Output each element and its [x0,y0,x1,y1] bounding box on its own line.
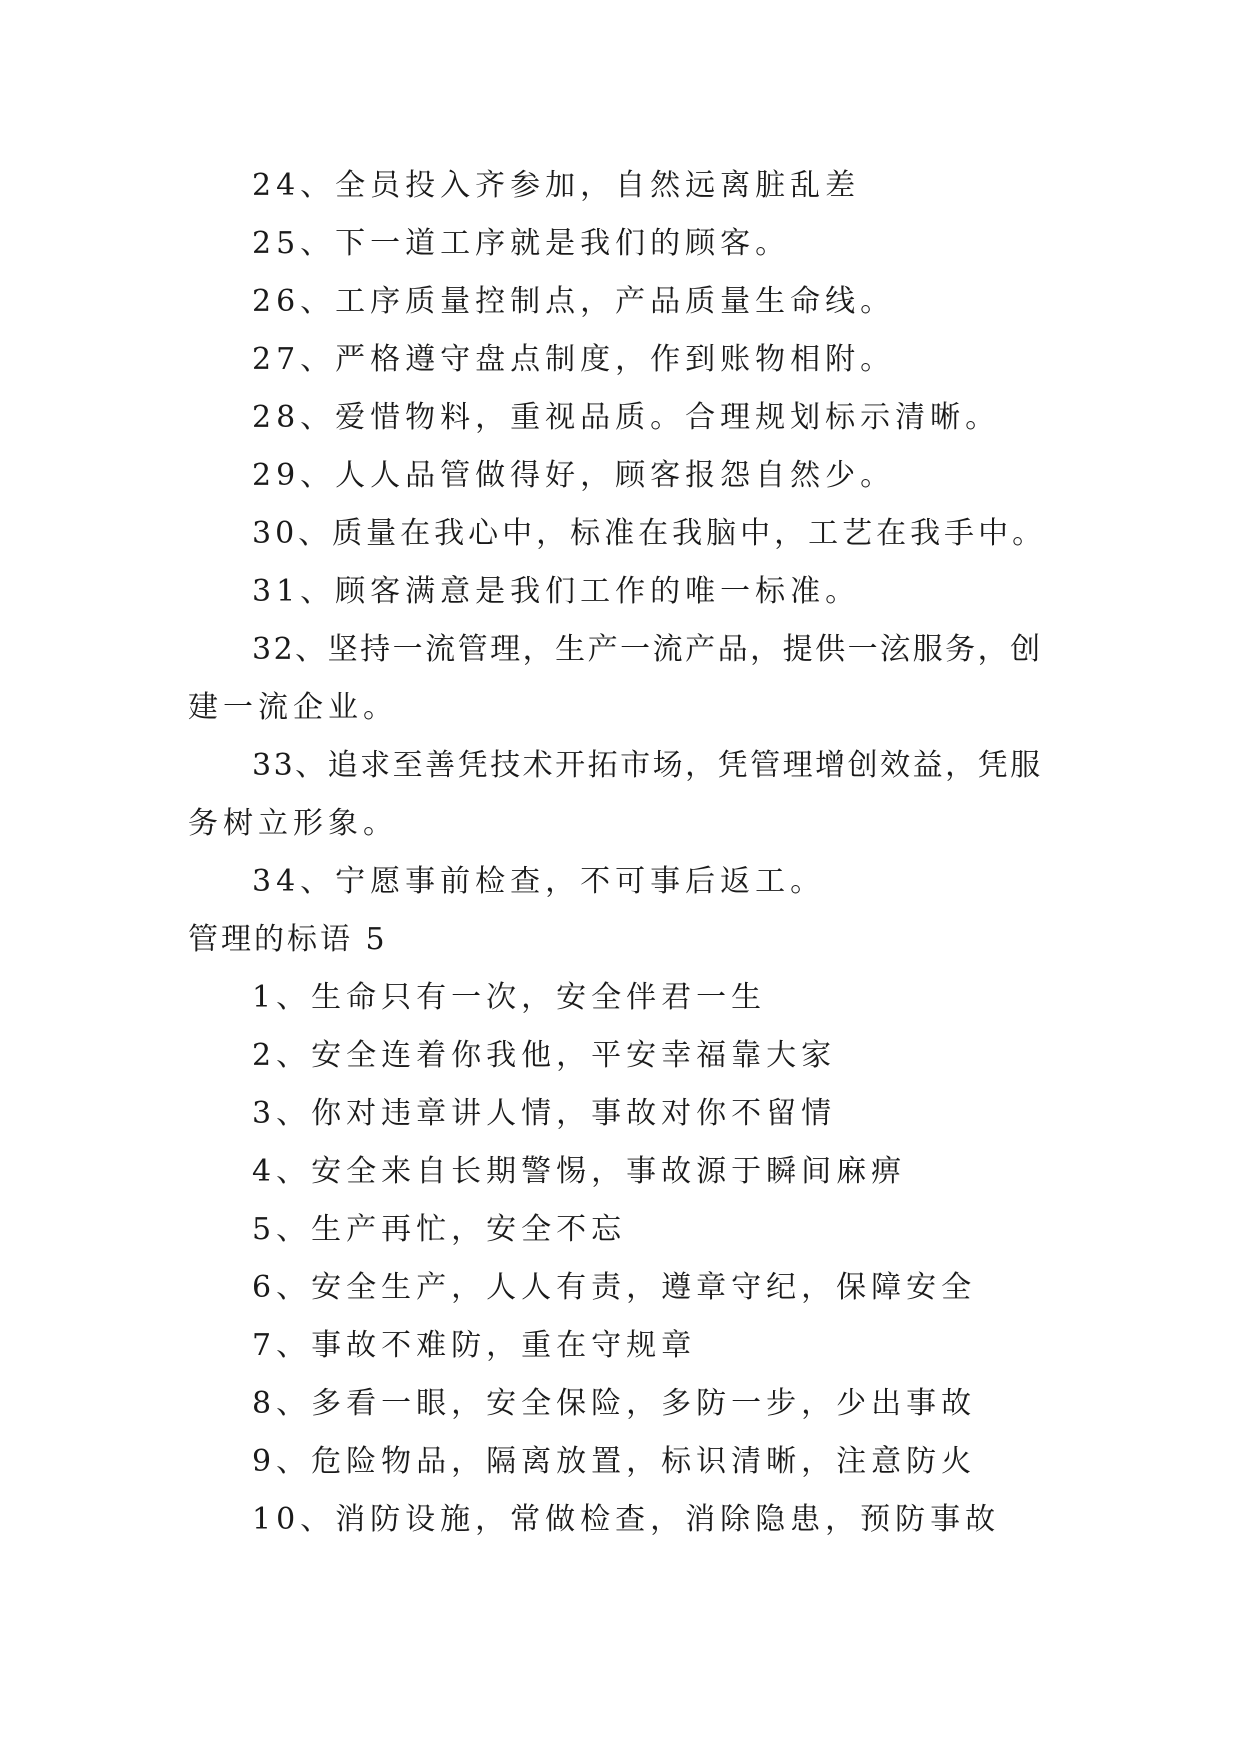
slogan-line: 26、工序质量控制点，产品质量生命线。 [252,284,896,319]
slogan-line: 3、你对违章讲人情，事故对你不留情 [252,1096,837,1131]
slogan-line: 27、严格遵守盘点制度，作到账物相附。 [252,342,896,377]
slogan-line: 7、事故不难防，重在守规章 [252,1328,697,1363]
section-heading: 管理的标语 5 [188,922,388,957]
document-body [188,157,1048,1549]
slogan-line: 4、安全来自长期警惕，事故源于瞬间麻痹 [252,1154,907,1189]
slogan-line-continuation: 建一流企业。 [188,690,398,725]
slogan-line: 32、坚持一流管理，生产一流产品，提供一泫服务，创 [252,632,1043,667]
slogan-line: 33、追求至善凭技术开拓市场，凭管理增创效益，凭服 [252,748,1043,783]
slogan-line: 1、生命只有一次，安全伴君一生 [252,980,767,1015]
slogan-line: 31、顾客满意是我们工作的唯一标准。 [252,574,861,609]
slogan-line: 30、质量在我心中，标准在我脑中，工艺在我手中。 [252,516,1047,551]
slogan-line: 9、危险物品，隔离放置，标识清晰，注意防火 [252,1444,977,1479]
slogan-line: 29、人人品管做得好，顾客报怨自然少。 [252,458,896,493]
slogan-line: 8、多看一眼，安全保险，多防一步，少出事故 [252,1386,977,1421]
slogan-line: 10、消防设施，常做检查，消除隐患，预防事故 [252,1502,1001,1537]
slogan-line: 5、生产再忙，安全不忘 [252,1212,627,1247]
slogan-line: 24、全员投入齐参加，自然远离脏乱差 [252,168,861,203]
slogan-line: 25、下一道工序就是我们的顾客。 [252,226,791,261]
slogan-line: 6、安全生产，人人有责，遵章守纪，保障安全 [252,1270,977,1305]
slogan-line: 2、安全连着你我他，平安幸福靠大家 [252,1038,837,1073]
slogan-line-continuation: 务树立形象。 [188,806,398,841]
slogan-line: 28、爱惜物料，重视品质。合理规划标示清晰。 [252,400,1001,435]
slogan-line: 34、宁愿事前检查，不可事后返工。 [252,864,826,899]
